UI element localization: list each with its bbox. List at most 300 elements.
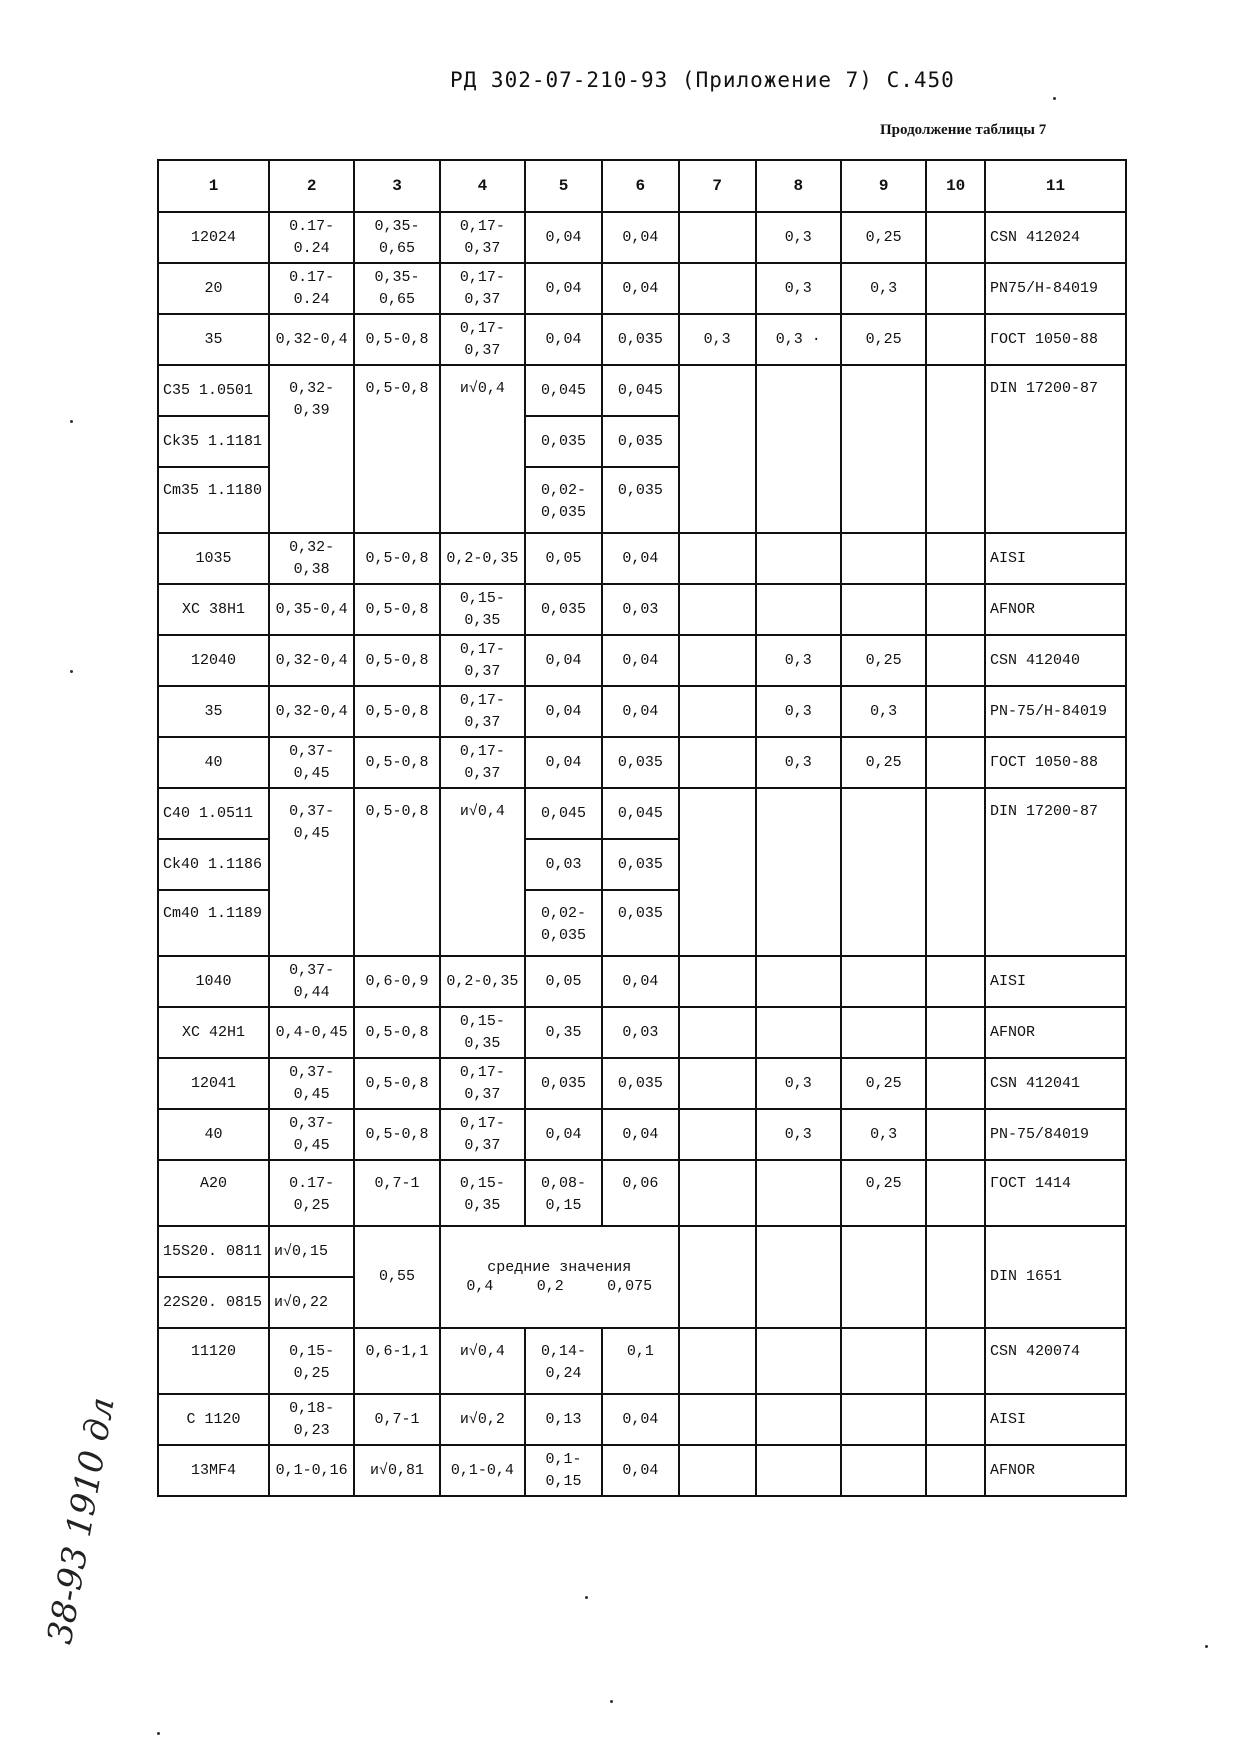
column-header: 11 [985, 160, 1126, 212]
table-cell [354, 212, 439, 263]
steel-grade-cell [158, 467, 269, 533]
cell-text: 0,04 [622, 1410, 659, 1428]
table-cell [440, 737, 525, 788]
average-value: 0,075 [607, 1278, 653, 1295]
table-cell [602, 737, 679, 788]
cell-text: 0,05 [545, 549, 582, 567]
standard-cell [985, 686, 1126, 737]
table-cell [525, 1328, 602, 1394]
table-cell [602, 212, 679, 263]
table-cell [269, 1058, 354, 1109]
cell-text: 0,2-0,35 [446, 549, 519, 567]
table-cell [440, 686, 525, 737]
table-cell [354, 314, 439, 365]
table-cell [841, 314, 926, 365]
steel-grade-cell [158, 1445, 269, 1496]
table-cell [756, 1058, 841, 1109]
table-cell [926, 1007, 985, 1058]
table-cell [756, 263, 841, 314]
cell-text: 0,35-0,4 [275, 600, 348, 618]
cell-text: 0,045 [617, 381, 663, 399]
cell-text: 0,04 [622, 1125, 659, 1143]
table-cell [269, 1328, 354, 1394]
average-value: 0,2 [536, 1278, 564, 1295]
cell-text: 0,5-0,8 [365, 380, 429, 397]
cell-text: 0,035 [617, 1074, 663, 1092]
table-cell [602, 1058, 679, 1109]
cell-text: AISI [990, 972, 1027, 990]
table-cell [269, 737, 354, 788]
table-cell [841, 956, 926, 1007]
scan-speck [1205, 1645, 1208, 1648]
table-cell [841, 1007, 926, 1058]
table-cell [926, 1445, 985, 1496]
average-values-cell [440, 1226, 679, 1328]
cell-text: 0,32-0,38 [289, 538, 335, 578]
table-cell [602, 686, 679, 737]
cell-text: 0,04 [545, 702, 582, 720]
scan-speck [585, 1596, 588, 1599]
cell-text: 0,25 [865, 1074, 902, 1092]
table-cell [841, 1394, 926, 1445]
cell-text: 0,35-0,65 [374, 268, 420, 308]
steel-grade-cell [158, 1394, 269, 1445]
table-cell [440, 365, 525, 533]
scan-speck [610, 1700, 613, 1703]
cell-text: 0.17-0.24 [289, 268, 335, 308]
cell-text: 0,04 [622, 279, 659, 297]
cell-text: и√0,2 [459, 1410, 505, 1428]
table-cell [440, 584, 525, 635]
table-cell [602, 584, 679, 635]
table-cell [926, 212, 985, 263]
table-cell [525, 686, 602, 737]
cell-text: 0,4-0,45 [275, 1023, 348, 1041]
table-cell [440, 314, 525, 365]
steel-grade-cell [158, 635, 269, 686]
cell-text: Ck40 1.1186 [163, 855, 263, 873]
cell-text: 0,15-0,35 [459, 1175, 505, 1214]
table-cell [440, 212, 525, 263]
cell-text: 0,25 [865, 753, 902, 771]
cell-text: 0,1-0,4 [450, 1461, 514, 1479]
steel-grade-cell [158, 1226, 269, 1277]
cell-text: PN-75/84019 [990, 1125, 1090, 1143]
table-cell [354, 584, 439, 635]
cell-text: 0,5-0,8 [365, 803, 429, 820]
table-cell [756, 1109, 841, 1160]
cell-text: 0,3 [784, 1074, 812, 1092]
cell-text: 0,045 [617, 804, 663, 822]
table-cell [354, 1007, 439, 1058]
cell-text: AISI [990, 549, 1027, 567]
table-row [158, 686, 1126, 737]
cell-text: 0,37-0,45 [289, 742, 335, 782]
cell-text: 0.17-0.24 [289, 217, 335, 257]
table-cell [354, 788, 439, 956]
cell-text: 0,37-0,45 [289, 803, 335, 842]
table-cell [269, 956, 354, 1007]
table-cell [679, 686, 756, 737]
table-cell [926, 1328, 985, 1394]
table-cell [440, 1109, 525, 1160]
cell-text: PN-75/H-84019 [990, 702, 1108, 720]
table-row [158, 1394, 1126, 1445]
cell-text: 0,13 [545, 1410, 582, 1428]
column-header: 2 [269, 160, 354, 212]
cell-text: CSN 412040 [990, 651, 1081, 669]
table-cell [926, 533, 985, 584]
table-cell [525, 584, 602, 635]
cell-text: 0,035 [541, 432, 587, 450]
table-cell [841, 788, 926, 956]
table-cell [440, 1328, 525, 1394]
scan-speck [70, 670, 73, 673]
standard-cell [985, 1328, 1126, 1394]
cell-text: 11120 [190, 1343, 236, 1360]
steel-grade-cell [158, 533, 269, 584]
cell-text: 0,15-0,35 [459, 589, 505, 629]
cell-text: 0,5-0,8 [365, 753, 429, 771]
table-cell [354, 1160, 439, 1226]
cell-text: 0,04 [622, 651, 659, 669]
cell-text: 0,32-0,4 [275, 330, 348, 348]
table-cell [440, 635, 525, 686]
table-cell [602, 1394, 679, 1445]
cell-text: 0,04 [545, 330, 582, 348]
cell-text: ГОСТ 1414 [990, 1175, 1072, 1192]
standard-cell [985, 635, 1126, 686]
table-cell [841, 212, 926, 263]
cell-text: 0,3 [784, 651, 812, 669]
cell-text: 0,18-0,23 [289, 1399, 335, 1439]
column-header: 5 [525, 160, 602, 212]
cell-text: 0,17-0,37 [459, 1063, 505, 1103]
cell-text: 0,5-0,8 [365, 651, 429, 669]
table-cell [602, 533, 679, 584]
table-row [158, 1160, 1126, 1226]
cell-text: 0,045 [541, 381, 587, 399]
cell-text: 0,035 [617, 330, 663, 348]
table-cell [354, 1445, 439, 1496]
table-cell [354, 263, 439, 314]
steel-grade-cell [158, 1007, 269, 1058]
table-cell [756, 686, 841, 737]
table-cell [679, 737, 756, 788]
standard-cell [985, 533, 1126, 584]
table-cell [269, 533, 354, 584]
average-values-label: средние значения [487, 1259, 632, 1276]
cell-text: 0,03 [545, 855, 582, 873]
cell-text: 0,3 [703, 330, 731, 348]
cell-text: DIN 17200-87 [990, 803, 1099, 820]
cell-text: 0,04 [545, 651, 582, 669]
table-cell [525, 467, 602, 533]
standard-cell [985, 263, 1126, 314]
cell-text: 0,3 [784, 702, 812, 720]
cell-text: 0,5-0,8 [365, 1074, 429, 1092]
cell-text: 0,1 [626, 1343, 654, 1360]
steel-grade-cell [158, 1058, 269, 1109]
table-cell [602, 839, 679, 890]
cell-text: 0,04 [622, 702, 659, 720]
cell-text: 0,06 [622, 1175, 659, 1192]
cell-text: 0,04 [545, 228, 582, 246]
cell-text: 0,5-0,8 [365, 330, 429, 348]
column-header: 9 [841, 160, 926, 212]
cell-text: 0,37-0,45 [289, 1114, 335, 1154]
table-cell [926, 1394, 985, 1445]
cell-text: 0,17-0,37 [459, 268, 505, 308]
cell-text: 0,17-0,37 [459, 691, 505, 731]
cell-text: 0,25 [865, 330, 902, 348]
cell-text: 0,2-0,35 [446, 972, 519, 990]
cell-text: 0,3 · [775, 330, 821, 348]
table-cell [602, 788, 679, 839]
table-cell [602, 1445, 679, 1496]
cell-text: 13MF4 [190, 1461, 236, 1479]
table-row [158, 533, 1126, 584]
table-cell [602, 1007, 679, 1058]
cell-text: DIN 17200-87 [990, 380, 1099, 397]
cell-text: AFNOR [990, 1023, 1036, 1041]
table-cell [269, 1445, 354, 1496]
cell-text: PN75/H-84019 [990, 279, 1099, 297]
table-cell [525, 365, 602, 416]
cell-text: 0,03 [622, 1023, 659, 1041]
cell-text: 0,25 [865, 651, 902, 669]
cell-text: 40 [204, 1125, 223, 1143]
table-cell [354, 1058, 439, 1109]
scan-speck [70, 420, 73, 423]
cell-text: XC 38H1 [181, 600, 245, 618]
steel-grade-cell [158, 839, 269, 890]
standard-cell [985, 788, 1126, 956]
table-cell [756, 956, 841, 1007]
cell-text: AISI [990, 1410, 1027, 1428]
table-cell [679, 1160, 756, 1226]
column-header: 3 [354, 160, 439, 212]
table-cell [679, 1394, 756, 1445]
table-cell [440, 1445, 525, 1496]
average-values-row [445, 1278, 674, 1295]
table-cell [269, 1160, 354, 1226]
table-row [158, 956, 1126, 1007]
table-continuation-label: Продолжение таблицы 7 [880, 122, 1047, 138]
cell-text: 0,035 [617, 855, 663, 873]
standard-cell [985, 1226, 1126, 1328]
cell-text: и√0,22 [273, 1293, 328, 1311]
steel-grade-cell [158, 314, 269, 365]
cell-text: 0,7-1 [374, 1410, 420, 1428]
cell-text: 0,5-0,8 [365, 702, 429, 720]
table-cell [756, 1445, 841, 1496]
column-header: 6 [602, 160, 679, 212]
cell-text: 0,03 [622, 600, 659, 618]
table-cell [926, 788, 985, 956]
table-cell [440, 263, 525, 314]
steel-grades-table [157, 159, 1127, 1497]
steel-grade-cell [158, 1160, 269, 1226]
table-cell [602, 416, 679, 467]
page-header: РД 302-07-210-93 (Приложение 7) С.450 [450, 68, 955, 92]
column-header: 7 [679, 160, 756, 212]
table-cell [926, 1058, 985, 1109]
standard-cell [985, 365, 1126, 533]
table-cell [440, 788, 525, 956]
table-row [158, 737, 1126, 788]
table-cell [756, 1226, 841, 1328]
table-cell [269, 365, 354, 533]
table-cell [602, 1109, 679, 1160]
cell-text: 0,6-0,9 [365, 972, 429, 990]
cell-text: 0,045 [541, 804, 587, 822]
table-cell [926, 686, 985, 737]
table-cell [269, 314, 354, 365]
table-row [158, 314, 1126, 365]
standard-cell [985, 1007, 1126, 1058]
table-cell [602, 890, 679, 956]
table-row [158, 212, 1126, 263]
table-cell [679, 263, 756, 314]
table-cell [679, 788, 756, 956]
standard-cell [985, 956, 1126, 1007]
table-cell [841, 1328, 926, 1394]
table-cell [679, 533, 756, 584]
cell-text: 0,1-0,15 [545, 1450, 582, 1490]
table-cell [602, 1328, 679, 1394]
steel-grade-cell [158, 416, 269, 467]
table-cell [926, 956, 985, 1007]
table-cell [269, 263, 354, 314]
column-header: 10 [926, 160, 985, 212]
table-cell [841, 533, 926, 584]
table-cell [602, 314, 679, 365]
steel-grade-cell [158, 212, 269, 263]
table-cell [354, 533, 439, 584]
table-cell [269, 788, 354, 956]
cell-text: 0,17-0,37 [459, 217, 505, 257]
table-cell [756, 1007, 841, 1058]
table-cell [926, 584, 985, 635]
table-cell [841, 1058, 926, 1109]
cell-text: DIN 1651 [990, 1268, 1063, 1285]
cell-text: 0,3 [784, 228, 812, 246]
cell-text: 0,32-0,4 [275, 702, 348, 720]
table-cell [926, 1226, 985, 1328]
table-cell [756, 365, 841, 533]
table-cell [841, 1445, 926, 1496]
table-cell [525, 416, 602, 467]
column-header: 8 [756, 160, 841, 212]
table-cell [926, 737, 985, 788]
table-cell [679, 1328, 756, 1394]
steel-grade-cell [158, 737, 269, 788]
cell-text: 0,3 [870, 702, 898, 720]
cell-text: ГОСТ 1050-88 [990, 330, 1099, 348]
table-cell [525, 212, 602, 263]
cell-text: 0,035 [617, 753, 663, 771]
table-cell [926, 635, 985, 686]
steel-grade-cell [158, 584, 269, 635]
table-cell [756, 533, 841, 584]
cell-text: и√0,4 [459, 803, 505, 820]
cell-text: 0,17-0,37 [459, 742, 505, 782]
table-cell [354, 1109, 439, 1160]
column-header: 4 [440, 160, 525, 212]
table-cell [525, 1007, 602, 1058]
cell-text: 0,35-0,65 [374, 217, 420, 257]
scan-speck [157, 1732, 160, 1735]
cell-text: 0,3 [784, 279, 812, 297]
table-cell [756, 314, 841, 365]
cell-text: 0,04 [622, 549, 659, 567]
table-cell [756, 635, 841, 686]
table-cell [269, 1007, 354, 1058]
table-cell [841, 1226, 926, 1328]
cell-text: 12040 [190, 651, 236, 669]
table-row [158, 1226, 1126, 1277]
standard-cell [985, 1160, 1126, 1226]
cell-text: 0,08- 0,15 [541, 1175, 587, 1214]
cell-text: C35 1.0501 [163, 381, 254, 399]
steel-grade-cell [158, 365, 269, 416]
cell-text: и√0,4 [459, 380, 505, 397]
table-cell [602, 263, 679, 314]
table-cell [756, 1394, 841, 1445]
cell-text: CSN 412024 [990, 228, 1081, 246]
cell-text: 0,15-0,35 [459, 1012, 505, 1052]
cell-text: CSN 412041 [990, 1074, 1081, 1092]
cell-text: и√0,4 [459, 1343, 505, 1360]
table-row [158, 584, 1126, 635]
table-cell [841, 635, 926, 686]
standard-cell [985, 737, 1126, 788]
cell-text: 0,035 [617, 432, 663, 450]
cell-text: и√0,81 [370, 1461, 425, 1479]
cell-text: 0,035 [541, 1074, 587, 1092]
table-cell [841, 1109, 926, 1160]
cell-text: 0,035 [541, 600, 587, 618]
cell-text: 12024 [190, 228, 236, 246]
table-row [158, 1109, 1126, 1160]
cell-text: A20 [199, 1175, 227, 1192]
cell-text: CSN 420074 [990, 1343, 1081, 1360]
table-cell [679, 1058, 756, 1109]
table-cell [354, 1394, 439, 1445]
table-cell [440, 1394, 525, 1445]
cell-text: 0,04 [622, 972, 659, 990]
cell-text: 0,035 [617, 482, 663, 499]
cell-text: 0,17-0,37 [459, 1114, 505, 1154]
cell-text: 15S20. 0811 [163, 1242, 263, 1260]
table-row [158, 1007, 1126, 1058]
table-row [158, 788, 1126, 839]
table-row [158, 635, 1126, 686]
cell-text: Cm40 1.1189 [163, 905, 263, 922]
table-cell [269, 1394, 354, 1445]
cell-text: и√0,15 [273, 1242, 328, 1260]
cell-text: 35 [204, 330, 223, 348]
handwritten-margin-note: 38-93 1910 дл [40, 1394, 123, 1647]
steel-grade-cell [158, 890, 269, 956]
table-cell [525, 1058, 602, 1109]
cell-text: 0,6-1,1 [365, 1343, 429, 1360]
standard-cell [985, 212, 1126, 263]
table-cell [525, 1445, 602, 1496]
table-cell [679, 365, 756, 533]
table-cell [525, 263, 602, 314]
